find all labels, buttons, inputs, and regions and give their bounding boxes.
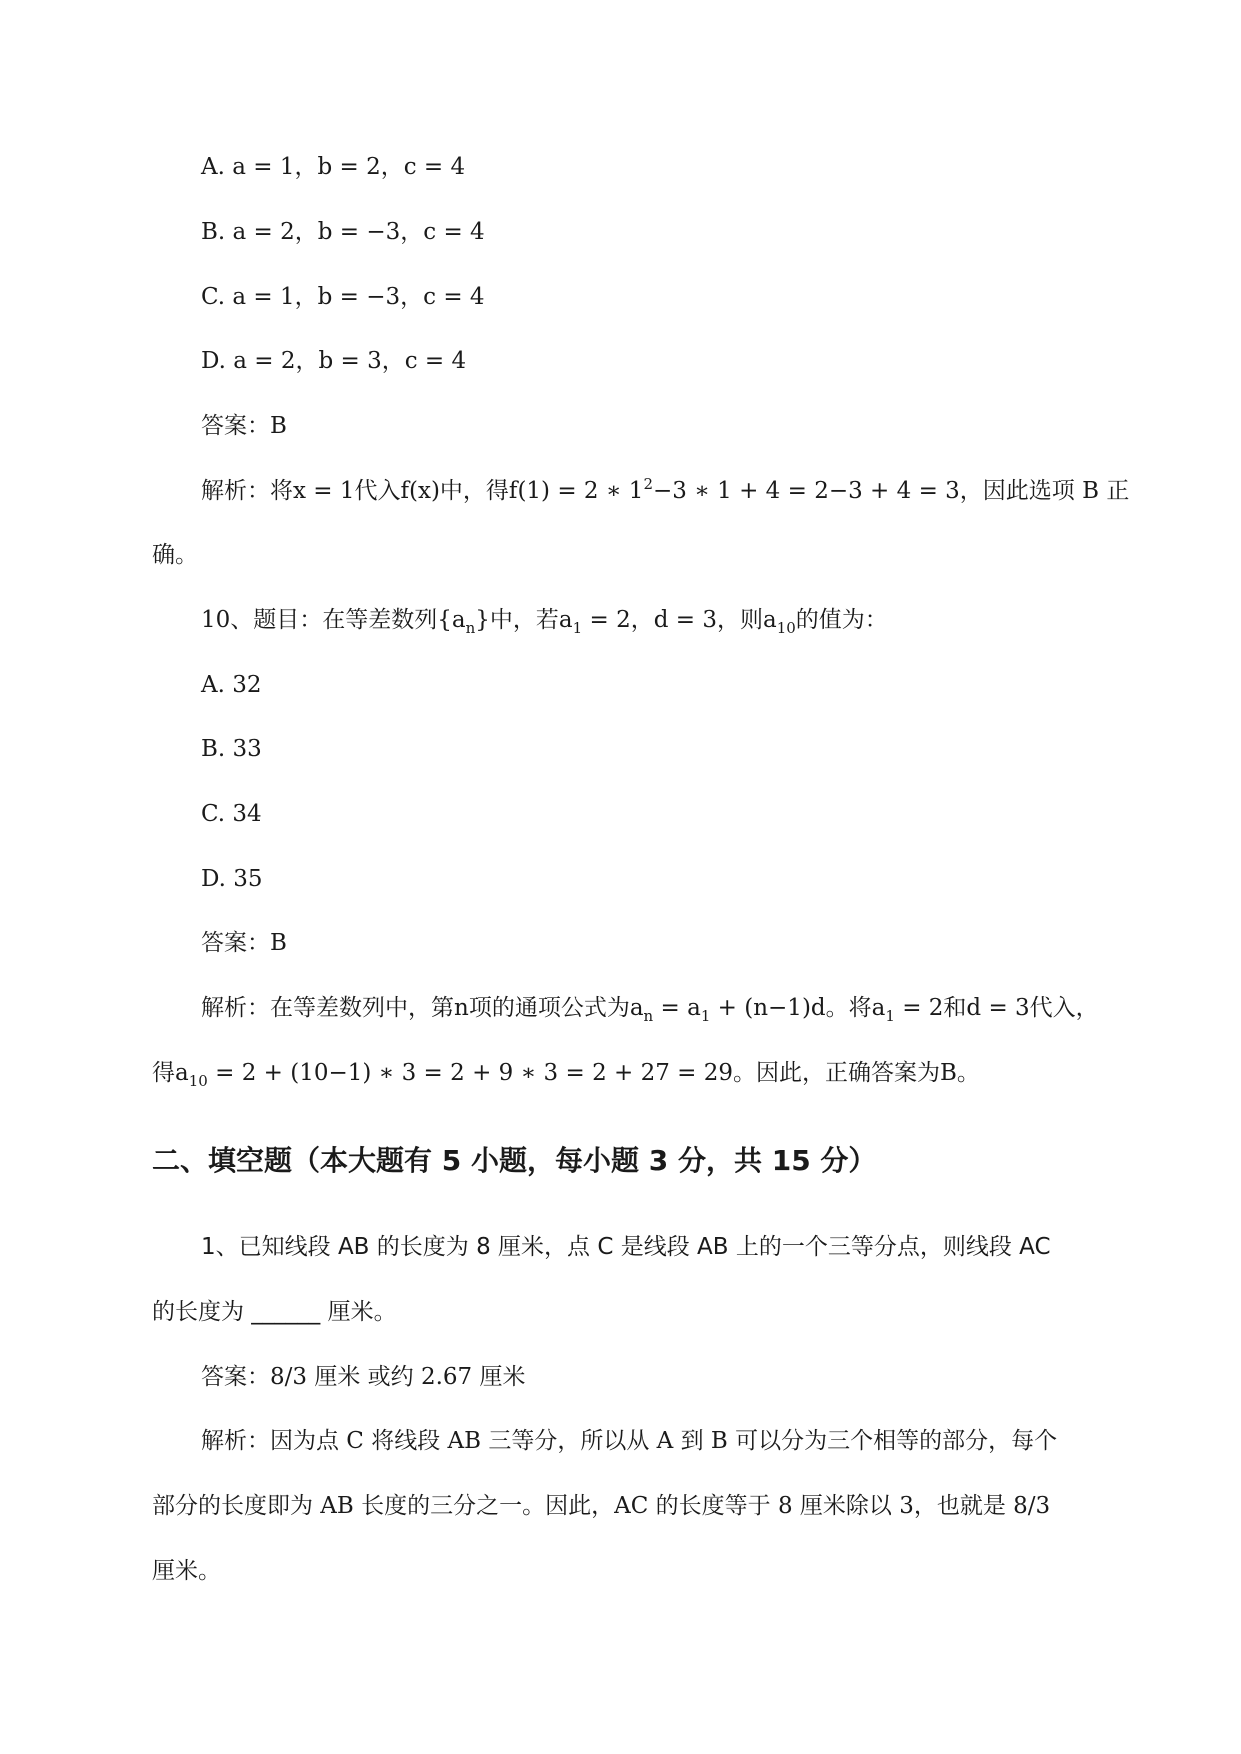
subscript: 1 [572,619,583,637]
answer-line: 答案：B [201,413,287,439]
subscript: 10 [188,1072,208,1090]
analysis-text: 解析：将x = 1代入f(x)中，得f(1) = 2 ∗ 1 [201,478,644,504]
question-stem [201,605,888,635]
fill-question-stem: 1、已知线段 AB 的长度为 8 厘米，点 C 是线段 AB 上的一个三等分点，则线段 AC [201,1234,1051,1260]
analysis-text: = 2 + (10−1) ∗ 3 = 2 + 9 ∗ 3 = 2 + 27 = 29。因此，正确答案为B。 [207,1060,980,1086]
answer-line: 答案：B [201,930,287,956]
analysis-text: = 2和d = 3代入， [894,995,1099,1021]
subscript: 1 [885,1007,895,1025]
stem-text: }中，若a [475,607,573,633]
analysis-continuation: 确。 [152,542,198,568]
option-a: A. a = 1，b = 2，c = 4 [201,154,466,180]
option-c: C. 34 [201,801,262,827]
subscript: n [465,619,476,637]
analysis-continuation: 部分的长度即为 AB 长度的三分之一。因此，AC 的长度等于 8 厘米除以 3，也就是 8/3 [152,1493,1051,1519]
fill-question-stem-continuation: 的长度为 ______ 厘米。 [152,1299,397,1325]
option-a: A. 32 [201,672,262,698]
analysis-line: 解析：因为点 C 将线段 AB 三等分，所以从 A 到 B 可以分为三个相等的部分，每个 [201,1428,1058,1454]
analysis-line [201,993,1099,1023]
option-d: D. 35 [201,866,263,892]
answer-line: 答案：8/3 厘米 或约 2.67 厘米 [201,1364,526,1390]
section-heading: 二、填空题（本大题有 5 小题，每小题 3 分，共 15 分） [152,1144,877,1177]
analysis-line [201,476,1129,506]
option-c: C. a = 1，b = −3，c = 4 [201,284,485,310]
analysis-text: + (n−1)d。将a [710,995,886,1021]
subscript: n [643,1007,654,1025]
analysis-text: = a [653,995,701,1021]
analysis-continuation: 厘米。 [152,1558,221,1584]
stem-text: = 2，d = 3，则a [582,607,777,633]
option-b: B. 33 [201,736,262,762]
exponent: 2 [643,475,653,493]
stem-text: 的值为： [795,607,888,633]
subscript: 1 [700,1007,711,1025]
subscript: 10 [776,619,796,637]
analysis-text: −3 ∗ 1 + 4 = 2−3 + 4 = 3，因此选项 B 正 [652,478,1130,504]
analysis-text: 解析：在等差数列中，第n项的通项公式为a [201,995,644,1021]
option-d: D. a = 2，b = 3，c = 4 [201,348,467,374]
analysis-continuation [152,1058,980,1088]
stem-text: 10、题目：在等差数列{a [201,607,466,633]
analysis-text: 得a [152,1060,189,1086]
option-b: B. a = 2，b = −3，c = 4 [201,219,485,245]
